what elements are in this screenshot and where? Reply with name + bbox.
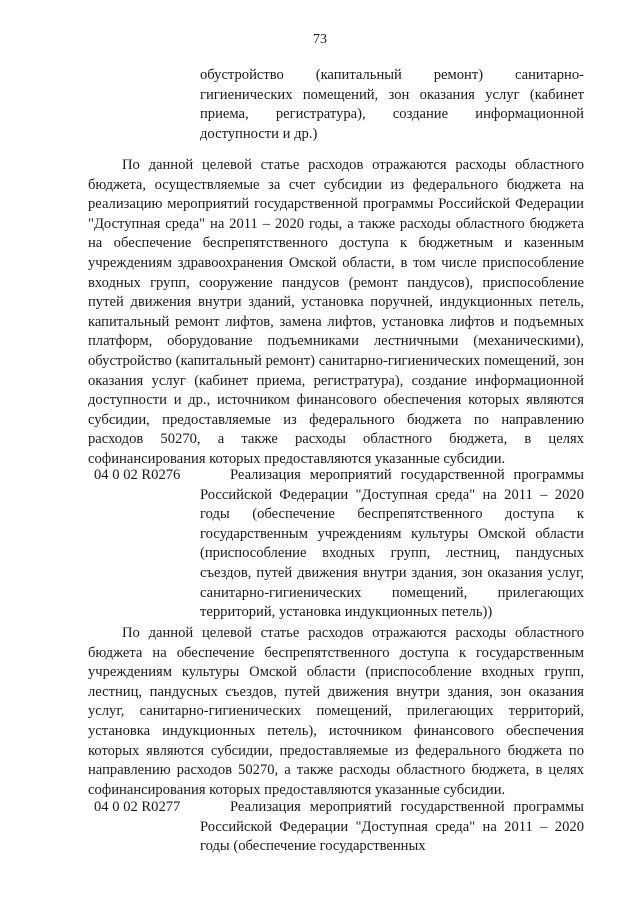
- entry-code-1: 04 0 02 R0276: [94, 467, 181, 483]
- continuation-text: обустройство (капитальный ремонт) санитарно-гигиенических помещений, зон оказания услуг (кабинет приема, регистратура), создание информационной доступности и др.): [200, 67, 584, 142]
- page-number: 73: [313, 32, 327, 47]
- entry-code-2: 04 0 02 R0277: [94, 799, 181, 815]
- paragraph-2: По данной целевой статье расходов отражаются расходы областного бюджета на обеспечение беспрепятственного доступа к государственным учреждениям культуры Омской области (приспособление входных групп, лестниц, пандусных съездов, путей движения внутри здания, зон оказания услуг, санитарно-гигиенических помещений, прилегающих территорий, установка индукционных петель), источником финансового обеспечения которых являются субсидии, предоставляемые из федерального бюджета по направлению расходов 50270, а также расходы областного бюджета, в целях софинансирования которых предоставляются указанные субсидии.: [88, 625, 584, 798]
- entry-description-1: Реализация мероприятий государственной программы Российской Федерации "Доступная среда" на 2011 – 2020 годы (обеспечение беспрепятственного доступа к государственным учреждениям культуры Омской области (приспособление входных групп, лестниц, пандусных съездов, путей движения внутри здания, зон оказания услуг, санитарно-гигиенических помещений, прилегающих территорий, установка индукционных петель)): [200, 467, 584, 621]
- paragraph-1: По данной целевой статье расходов отражаются расходы областного бюджета, осуществляемые за счет субсидии из федерального бюджета на реализацию мероприятий государственной программы Российской Федерации "Доступная среда" на 2011 – 2020 годы, а также расходы областного бюджета на обеспечение беспрепятственного доступа к бюджетным и казенным учреждениям здравоохранения Омской области, в том числе приспособление входных групп, сооружение пандусов (ремонт пандусов), приспособление путей движения внутри зданий, установка поручней, индукционных петель, капитальный ремонт лифтов, замена лифтов, установка лифтов и подъемных платформ, оборудование подъемниками лестничными (механическими), обустройство (капитальный ремонт) санитарно-гигиенических помещений, зон оказания услуг (кабинет приема, регистратура), создание информационной доступности и др., источником финансового обеспечения которых являются субсидии, предоставляемые из федерального бюджета по направлению расходов 50270, а также расходы областного бюджета, в целях софинансирования которых предоставляются указанные субсидии.: [88, 157, 584, 467]
- entry-description-2: Реализация мероприятий государственной программы Российской Федерации "Доступная среда" на 2011 – 2020 годы (обеспечение государственных: [200, 799, 584, 855]
